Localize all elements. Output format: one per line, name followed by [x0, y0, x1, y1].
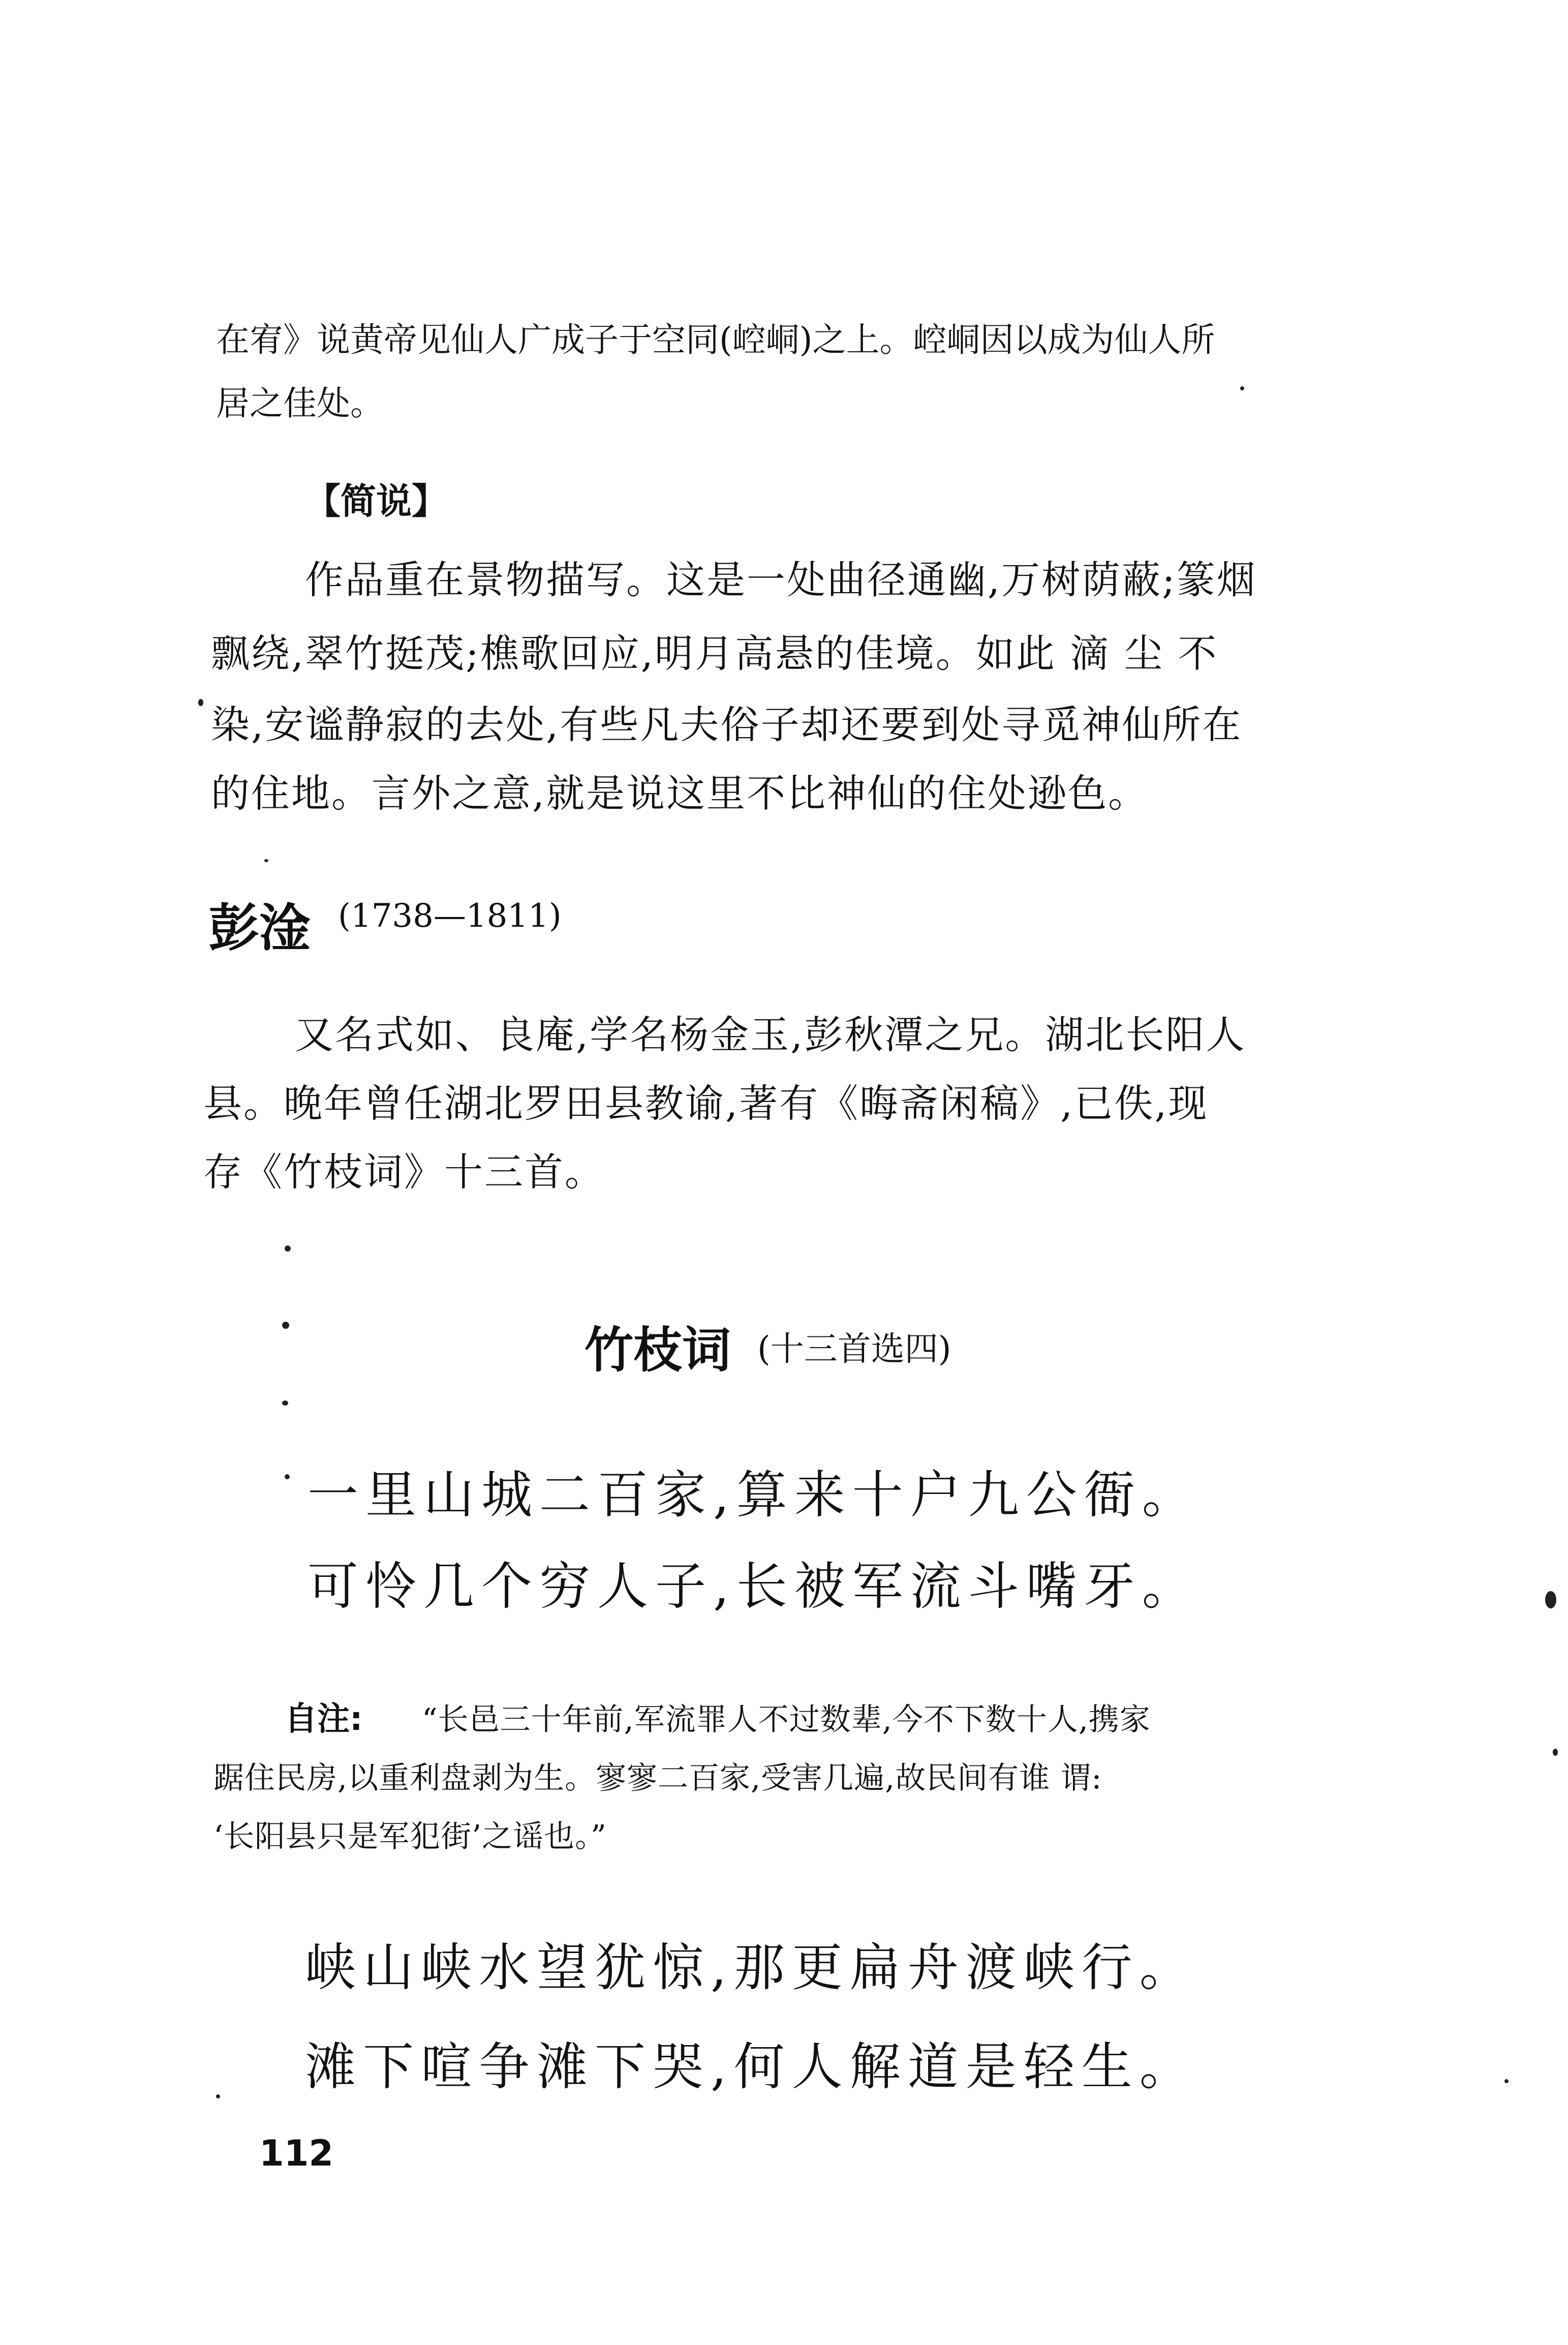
poem-subtitle: (十三首选四)	[757, 1329, 951, 1368]
note-label: 自注:	[285, 1700, 363, 1738]
scan-speck	[285, 1474, 290, 1479]
brief-heading: 【简说】	[305, 480, 447, 522]
scan-speck	[1504, 2079, 1509, 2083]
author-bio-line-3: 存《竹枝词》十三首。	[203, 1149, 605, 1195]
page-number: 112	[259, 2133, 334, 2174]
brief-line-1: 作品重在景物描写。这是一处曲径通幽,万树荫蔽;篆烟	[305, 557, 1257, 602]
scan-speck	[282, 1322, 289, 1329]
author-bio-line-1: 又名式如、良庵,学名杨金玉,彭秋潭之兄。湖北长阳人	[295, 1012, 1246, 1057]
scan-speck	[285, 1245, 291, 1252]
author-name: 彭淦	[208, 898, 310, 958]
author-years: (1738—1811)	[338, 897, 562, 935]
poem-2-line-2: 滩下喧争滩下哭,何人解道是轻生。	[305, 2037, 1197, 2096]
note-line-1: “长邑三十年前,军流罪人不过数辈,今不下数十人,携家	[422, 1702, 1151, 1738]
poem-1-line-2: 可怜几个穷人子,长被军流斗嘴牙。	[308, 1557, 1200, 1616]
poem-2-line-1: 峡山峡水望犹惊,那更扁舟渡峡行。	[305, 1938, 1197, 1997]
scan-speck	[1240, 386, 1244, 390]
scan-speck	[1553, 1749, 1558, 1756]
scan-speck	[264, 859, 268, 862]
brief-line-3: 染,安谧静寂的去处,有些凡夫俗子却还要到处寻觅神仙所在	[211, 702, 1243, 747]
brief-line-2: 飘绕,翠竹挺茂;樵歌回应,明月高悬的佳境。如此 滴 尘 不	[211, 631, 1218, 676]
scan-speck	[1545, 1591, 1556, 1608]
top-text-line-1: 在宥》说黄帝见仙人广成子于空同(崆峒)之上。崆峒因以成为仙人所	[216, 320, 1215, 359]
brief-line-4: 的住地。言外之意,就是说这里不比神仙的住处逊色。	[211, 771, 1149, 816]
author-bio-line-2: 县。晚年曾任湖北罗田县教谕,著有《晦斋闲稿》,已佚,现	[203, 1081, 1209, 1126]
scan-speck	[282, 1400, 288, 1406]
poem-1-line-1: 一里山城二百家,算来十户九公衙。	[308, 1465, 1200, 1525]
top-text-line-2: 居之佳处。	[216, 384, 384, 423]
poem-title: 竹枝词	[585, 1322, 731, 1379]
scan-speck	[198, 699, 203, 706]
note-line-2: 踞住民房,以重利盘剥为生。寥寥二百家,受害几遍,故民间有谁 谓:	[213, 1760, 1102, 1796]
scan-speck	[216, 2094, 220, 2098]
note-line-3: ‘长阳县只是军犯街’之谣也。”	[213, 1819, 607, 1854]
